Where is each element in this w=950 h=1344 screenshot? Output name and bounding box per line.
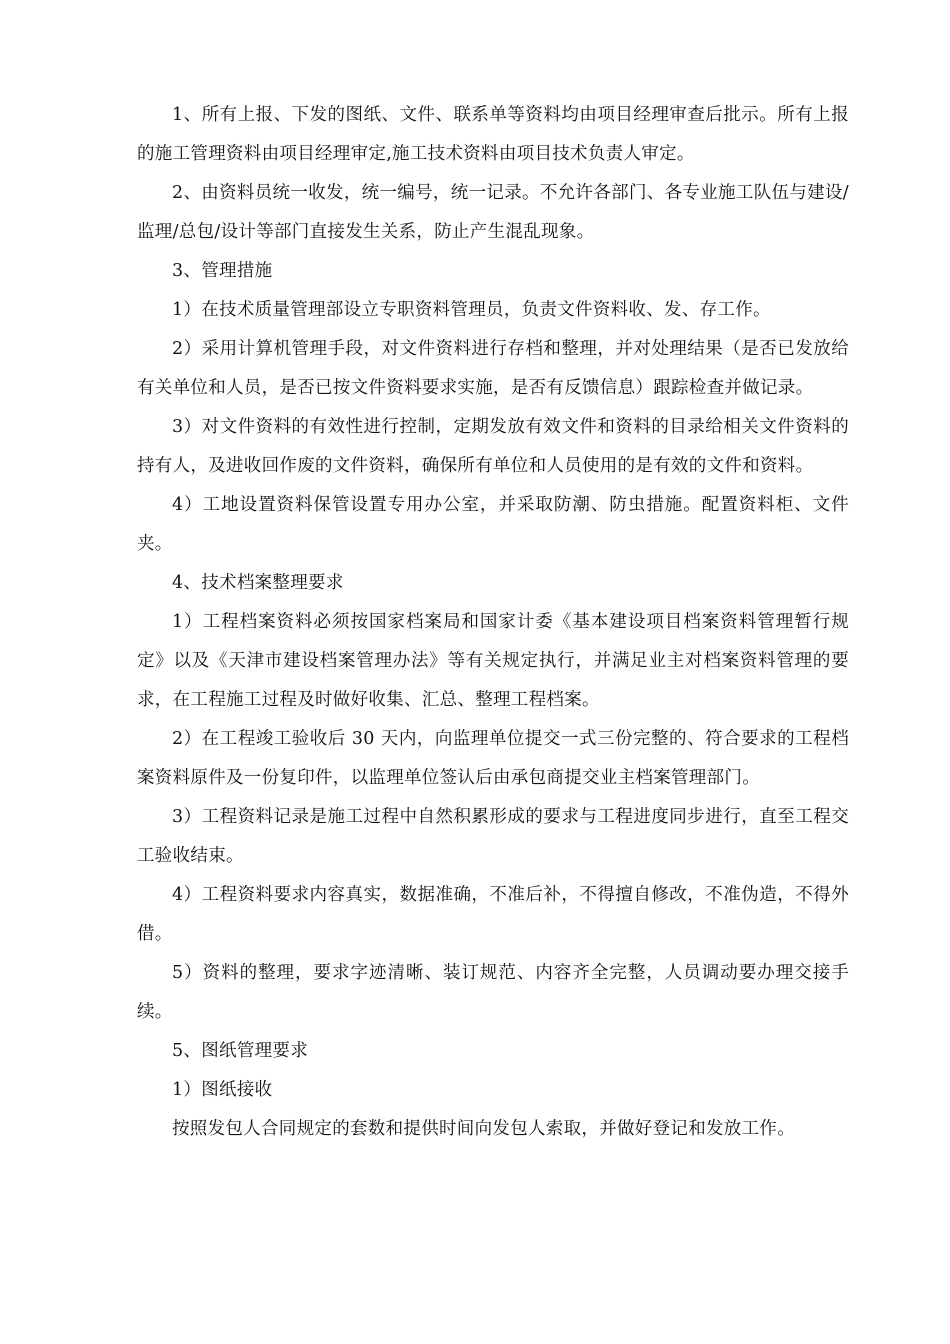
paragraph-measure-4: 4）工地设置资料保管设置专用办公室，并采取防潮、防虫措施。配置资料柜、文件夹。 — [137, 495, 849, 554]
paragraph-archive-4: 4）工程资料要求内容真实，数据准确，不准后补，不得擅自修改，不准伪造，不得外借。 — [137, 885, 849, 944]
paragraph-measure-2: 2）采用计算机管理手段，对文件资料进行存档和整理，并对处理结果（是否已发放给有关单位和人员，是否已按文件资料要求实施，是否有反馈信息）跟踪检查并做记录。 — [137, 339, 849, 398]
document-body — [137, 96, 849, 1149]
heading-management-measures: 3、管理措施 — [172, 261, 273, 281]
paragraph-measure-3: 3）对文件资料的有效性进行控制，定期发放有效文件和资料的目录给相关文件资料的持有人，及进收回作废的文件资料，确保所有单位和人员使用的是有效的文件和资料。 — [137, 417, 849, 476]
paragraph-archive-2: 2）在工程竣工验收后 30 天内，向监理单位提交一式三份完整的、符合要求的工程档案资料原件及一份复印件，以监理单位签认后由承包商提交业主档案管理部门。 — [137, 729, 849, 788]
heading-archive-requirements: 4、技术档案整理要求 — [172, 573, 344, 593]
heading-drawing-management: 5、图纸管理要求 — [172, 1041, 309, 1061]
paragraph-measure-1: 1）在技术质量管理部设立专职资料管理员，负责文件资料收、发、存工作。 — [172, 300, 771, 320]
paragraph-drawing-receipt: 按照发包人合同规定的套数和提供时间向发包人索取，并做好登记和发放工作。 — [172, 1119, 795, 1139]
paragraph-archive-3: 3）工程资料记录是施工过程中自然积累形成的要求与工程进度同步进行，直至工程交工验收结束。 — [137, 807, 849, 866]
paragraph-approval: 1、所有上报、下发的图纸、文件、联系单等资料均由项目经理审查后批示。所有上报的施工管理资料由项目经理审定,施工技术资料由项目技术负责人审定。 — [137, 105, 849, 164]
paragraph-distribution: 2、由资料员统一收发，统一编号，统一记录。不允许各部门、各专业施工队伍与建设/监理/总包/设计等部门直接发生关系，防止产生混乱现象。 — [137, 183, 849, 242]
paragraph-archive-5: 5）资料的整理，要求字迹清晰、装订规范、内容齐全完整，人员调动要办理交接手续。 — [137, 963, 849, 1022]
paragraph-archive-1: 1）工程档案资料必须按国家档案局和国家计委《基本建设项目档案资料管理暂行规定》以及《天津市建设档案管理办法》等有关规定执行，并满足业主对档案资料管理的要求，在工程施工过程及时做好收集、汇总、整理工程档案。 — [137, 612, 849, 710]
subheading-drawing-receipt: 1）图纸接收 — [172, 1080, 273, 1100]
